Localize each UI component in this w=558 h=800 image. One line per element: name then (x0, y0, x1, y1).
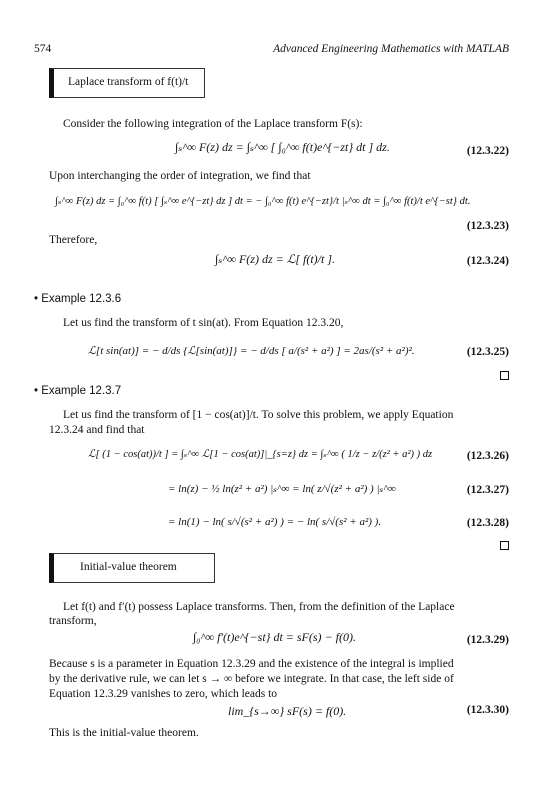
equation-number: (12.3.22) (466, 145, 509, 157)
paragraph: Because s is a parameter in Equation 12.3.29 and the existence of the integral is implied (49, 658, 454, 670)
equation-number: (12.3.23) (466, 220, 509, 232)
section-box-initial-value (49, 553, 215, 583)
equation-number: (12.3.25) (466, 346, 509, 358)
paragraph: This is the initial-value theorem. (49, 727, 199, 739)
qed-box-icon (500, 371, 509, 380)
equation: lim_{s→∞} sF(s) = f(0). (228, 704, 347, 718)
equation-number: (12.3.24) (466, 255, 509, 267)
equation: ∫ₛ^∞ F(z) dz = ∫₀^∞ f(t) [ ∫ₛ^∞ e^{−zt} dz ] dt = − ∫₀^∞ f(t) e^{−zt}/t |ₛ^∞ dt = ∫₀^∞ f(t)/t e^{−st} dt. (55, 196, 471, 207)
paragraph: Equation 12.3.29 vanishes to zero, which leads to (49, 688, 278, 700)
paragraph: transform, (49, 615, 97, 627)
paragraph: Upon interchanging the order of integration, we find that (49, 170, 311, 182)
paragraph: Let f(t) and f′(t) possess Laplace transforms. Then, from the definition of the Laplace (63, 601, 455, 613)
paragraph: Let us find the transform of [1 − cos(at)]/t. To solve this problem, we apply Equation (63, 409, 454, 421)
equation-number: (12.3.28) (466, 517, 509, 529)
example-heading: • Example 12.3.7 (34, 385, 122, 397)
section-box-label: Initial-value theorem (80, 561, 177, 573)
paragraph: by the derivative rule, we can let s → ∞ before we integrate. In that case, the left side of (49, 673, 454, 685)
section-box-label: Laplace transform of f(t)/t (68, 76, 189, 88)
equation: ℒ[ (1 − cos(at))/t ] = ∫ₛ^∞ ℒ[1 − cos(at)]|_{s=z} dz = ∫ₛ^∞ ( 1/z − z/(z² + a²) ) dz (88, 449, 433, 460)
equation-number: (12.3.30) (466, 704, 509, 716)
equation: ∫₀^∞ f′(t)e^{−st} dt = sF(s) − f(0). (193, 630, 356, 644)
section-box-laplace (49, 68, 205, 98)
equation-number: (12.3.27) (466, 484, 509, 496)
example-heading: • Example 12.3.6 (34, 293, 122, 305)
equation: ℒ[t sin(at)] = − d/ds {ℒ[sin(at)]} = − d/ds [ a/(s² + a²) ] = 2as/(s² + a²)². (88, 345, 415, 357)
equation-number: (12.3.26) (466, 450, 509, 462)
equation: ∫ₛ^∞ F(z) dz = ∫ₛ^∞ [ ∫₀^∞ f(t)e^{−zt} dt ] dz. (175, 140, 390, 154)
qed-box-icon (500, 541, 509, 550)
equation-number: (12.3.29) (466, 634, 509, 646)
paragraph: Consider the following integration of the Laplace transform F(s): (63, 118, 363, 130)
equation: ∫ₛ^∞ F(z) dz = ℒ[ f(t)/t ]. (215, 252, 336, 266)
running-head: Advanced Engineering Mathematics with MATLAB (273, 43, 509, 55)
page-number: 574 (34, 43, 52, 55)
paragraph: 12.3.24 and find that (49, 424, 145, 436)
paragraph: Let us find the transform of t sin(at). From Equation 12.3.20, (63, 317, 344, 329)
equation: = ln(z) − ½ ln(z² + a²) |ₛ^∞ = ln( z/√(z² + a²) ) |ₛ^∞ (168, 483, 396, 495)
paragraph: Therefore, (49, 234, 98, 246)
equation: = ln(1) − ln( s/√(s² + a²) ) = − ln( s/√(s² + a²) ). (168, 516, 382, 528)
